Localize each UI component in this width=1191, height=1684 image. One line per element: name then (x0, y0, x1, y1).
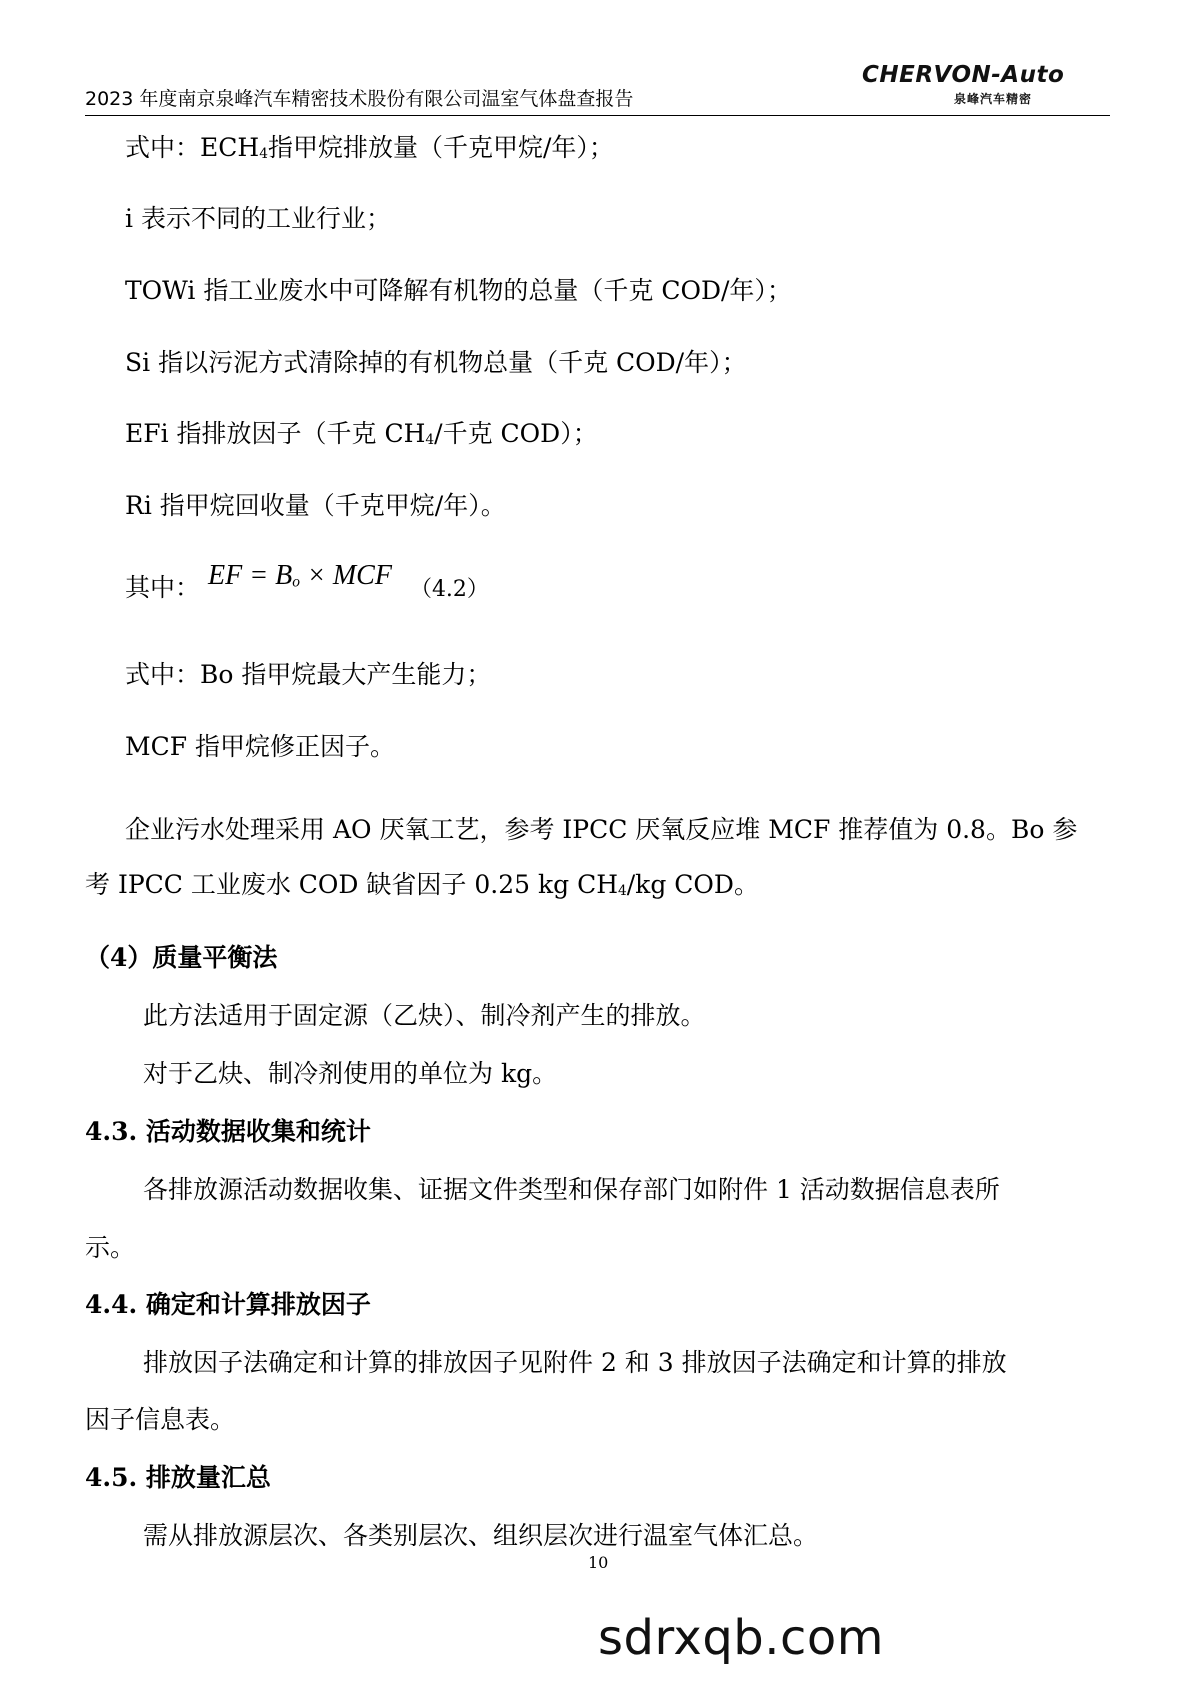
heading-4-4: 4.4. 确定和计算排放因子 (85, 1290, 371, 1319)
heading-4-3: 4.3. 活动数据收集和统计 (85, 1117, 371, 1146)
section-4-4-line2: 因子信息表。 (85, 1405, 236, 1434)
logo-wordmark: CHERVON-Auto (862, 62, 1065, 88)
site-watermark: sdrxqb.com (598, 1610, 885, 1666)
section-4-4-line1: 排放因子法确定和计算的排放因子见附件 2 和 3 排放因子法确定和计算的排放 (143, 1348, 1007, 1377)
page-number: 10 (588, 1553, 609, 1572)
heading-4-5: 4.5. 排放量汇总 (85, 1463, 271, 1492)
mass-balance-p1: 此方法适用于固定源（乙炔）、制冷剂产生的排放。 (143, 1001, 706, 1030)
definition-si: Si 指以污泥方式清除掉的有机物总量（千克 COD/年）； (125, 348, 747, 377)
definition-mcf: MCF 指甲烷修正因子。 (125, 732, 396, 761)
definition-ri: Ri 指甲烷回收量（千克甲烷/年）。 (125, 491, 506, 520)
formula-lead: 其中： (125, 573, 201, 602)
definition-efi: EFi 指排放因子（千克 $CH_4/$千克 COD）； (125, 419, 598, 449)
report-header-title: 2023 年度南京泉峰汽车精密技术股份有限公司温室气体盘查报告 (85, 88, 634, 110)
section-4-3-line1: 各排放源活动数据收集、证据文件类型和保存部门如附件 1 活动数据信息表所 (143, 1175, 1000, 1204)
company-logo (862, 62, 1065, 106)
mass-balance-p2: 对于乙炔、制冷剂使用的单位为 kg。 (143, 1059, 558, 1088)
paragraph-ao-line1: 企业污水处理采用 AO 厌氧工艺，参考 IPCC 厌氧反应堆 MCF 推荐值为 0.8。Bo 参 (125, 815, 1078, 844)
logo-chinese-name: 泉峰汽车精密 (954, 92, 1033, 106)
section-4-5-line1: 需从排放源层次、各类别层次、组织层次进行温室气体汇总。 (143, 1521, 819, 1550)
formula-4-2 (125, 560, 489, 604)
header-divider (85, 115, 1110, 116)
definition-i: i 表示不同的工业行业； (125, 204, 391, 233)
definition-ech4: 式中：$ECH_4$指甲烷排放量（千克甲烷/年）； (125, 133, 614, 163)
section-4-3-line2: 示。 (85, 1233, 136, 1262)
definition-bo: 式中：Bo 指甲烷最大产生能力； (125, 660, 492, 689)
paragraph-ao-line2: 考 IPCC 工业废水 COD 缺省因子 0.25 kg $CH_4/kg$ COD。 (85, 870, 759, 900)
formula-number: （4.2） (409, 577, 489, 602)
formula-expression: EF = $B_o$ × MCF (208, 560, 392, 591)
heading-mass-balance: （4）质量平衡法 (85, 943, 278, 972)
definition-towi: TOWi 指工业废水中可降解有机物的总量（千克 COD/年）； (125, 276, 792, 305)
